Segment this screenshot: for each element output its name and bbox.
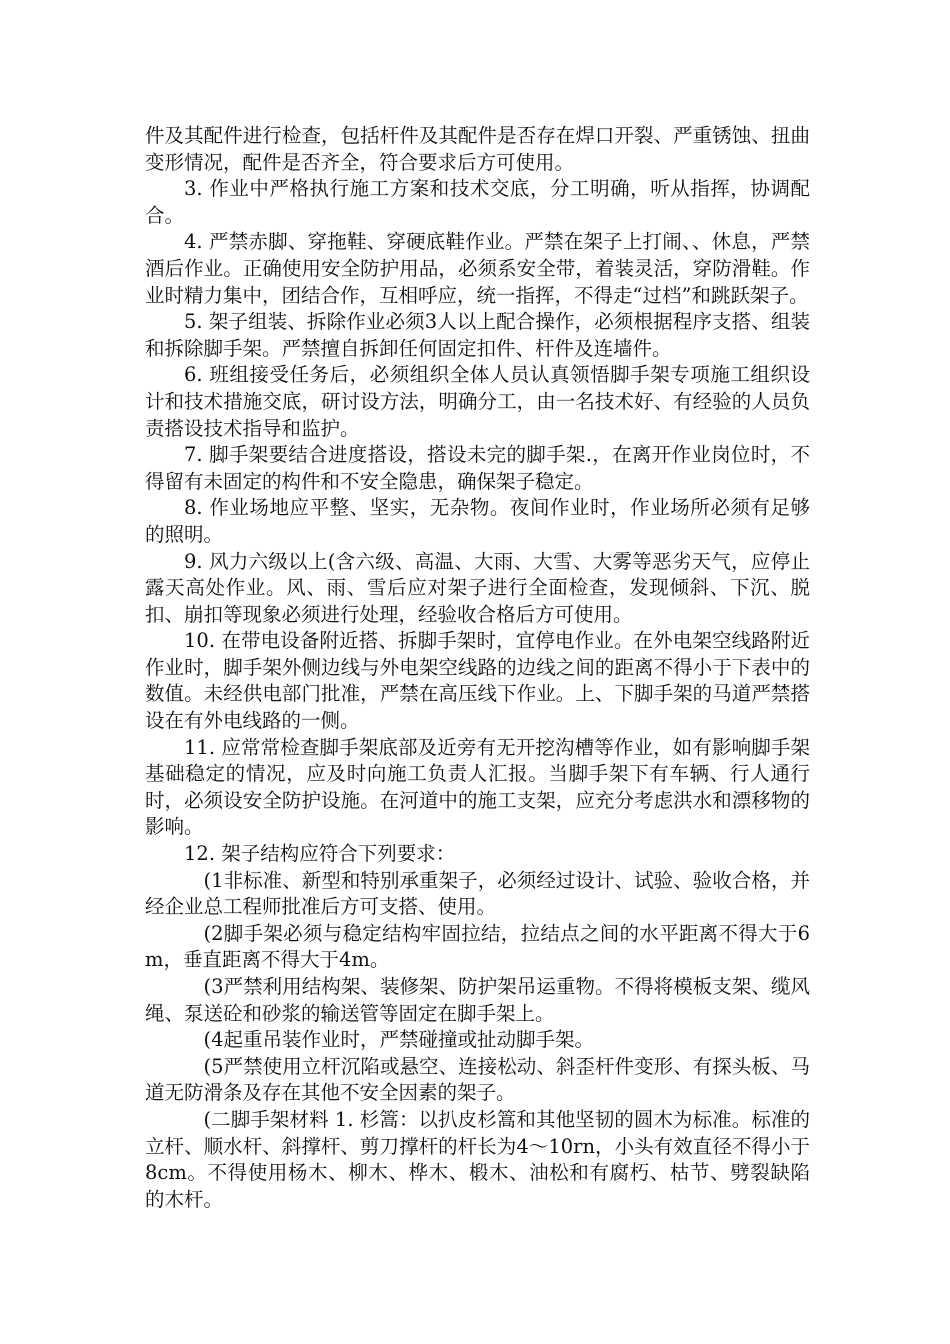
subitem-3: (3严禁利用结构架、装修架、防护架吊运重物。不得将模板支架、缆风绳、泵送砼和砂浆的输送管等固定在脚手架上。 (145, 975, 810, 1025)
subitem-2: (2脚手架必须与稳定结构牢固拉结，拉结点之间的水平距离不得大于6m，垂直距离不得大于4m。 (145, 921, 810, 972)
paragraph-item-4: 4. 严禁赤脚、穿拖鞋、穿硬底鞋作业。严禁在架子上打闹、、休息，严禁酒后作业。正确使用安全防护用品，必须系安全带，着装灵活，穿防滑鞋。作业时精力集中，团结合作，互相呼应，统一指挥，不得走“过档”和跳跃架子。 (145, 230, 810, 307)
section-scaffold-materials: (二脚手架材料 1. 杉篙：以扒皮杉篙和其他坚韧的圆木为标准。标准的立杆、顺水杆、斜撑杆、剪刀撑杆的杆长为4～10rn，小头有效直径不得小于8cm。不得使用杨木、柳木、桦木、椴木、油松和有腐朽、枯节、劈裂缺陷的木杆。 (145, 1107, 810, 1211)
paragraph-item-6: 6. 班组接受任务后，必须组织全体人员认真领悟脚手架专项施工组织设计和技术措施交底，研讨设方法，明确分工，由一名技术好、有经验的人员负责搭设技术指导和监护。 (145, 363, 810, 440)
paragraph-1: 件及其配件进行检查，包括杆件及其配件是否存在焊口开裂、严重锈蚀、扭曲变形情况，配件是否齐全，符合要求后方可使用。 (145, 124, 810, 174)
paragraph-item-3: 3. 作业中严格执行施工方案和技术交底，分工明确，听从指挥，协调配合。 (145, 177, 810, 227)
paragraph-item-12: 12. 架子结构应符合下列要求： (184, 842, 456, 866)
subitem-1: (1非标准、新型和特别承重架子，必须经过设计、试验、验收合格，并经企业总工程师批准后方可支搭、使用。 (145, 868, 810, 919)
subitem-4: (4起重吊装作业时，严禁碰撞或扯动脚手架。 (203, 1028, 595, 1052)
paragraph-item-11: 11. 应常常检查脚手架底部及近旁有无开挖沟槽等作业，如有影响脚手架基础稳定的情况，应及时向施工负责人汇报。当脚手架下有车辆、行人通行时，必须设安全防护设施。在河道中的施工支架，应充分考虑洪水和漂移物的影响。 (145, 735, 810, 839)
subitem-5: (5严禁使用立杆沉陷或悬空、连接松动、斜歪杆件变形、有探头板、马道无防滑条及存在其他不安全因素的架子。 (145, 1054, 810, 1105)
paragraph-item-8: 8. 作业场地应平整、坚实，无杂物。夜间作业时，作业场所必须有足够的照明。 (145, 496, 810, 546)
paragraph-item-9: 9. 风力六级以上(含六级、高温、大雨、大雪、大雾等恶劣天气，应停止露天高处作业。风、雨、雪后应对架子进行全面检查，发现倾斜、下沉、脱扣、崩扣等现象必须进行处理，经验收合格后方可使用。 (145, 549, 810, 626)
paragraph-item-5: 5. 架子组装、拆除作业必须3人以上配合操作，必须根据程序支搭、组装和拆除脚手架。严禁擅自拆卸任何固定扣件、杆件及连墙件。 (145, 310, 810, 360)
paragraph-item-7: 7. 脚手架要结合进度搭设，搭设未完的脚手架.，在离开作业岗位时，不得留有未固定的构件和不安全隐患，确保架子稳定。 (145, 443, 810, 493)
document-body (145, 123, 810, 1213)
paragraph-item-10: 10. 在带电设备附近搭、拆脚手架时，宜停电作业。在外电架空线路附近作业时，脚手架外侧边线与外电架空线路的边线之间的距离不得小于下表中的数值。未经供电部门批准，严禁在高压线下作业。上、下脚手架的马道严禁搭设在有外电线路的一侧。 (145, 629, 810, 733)
